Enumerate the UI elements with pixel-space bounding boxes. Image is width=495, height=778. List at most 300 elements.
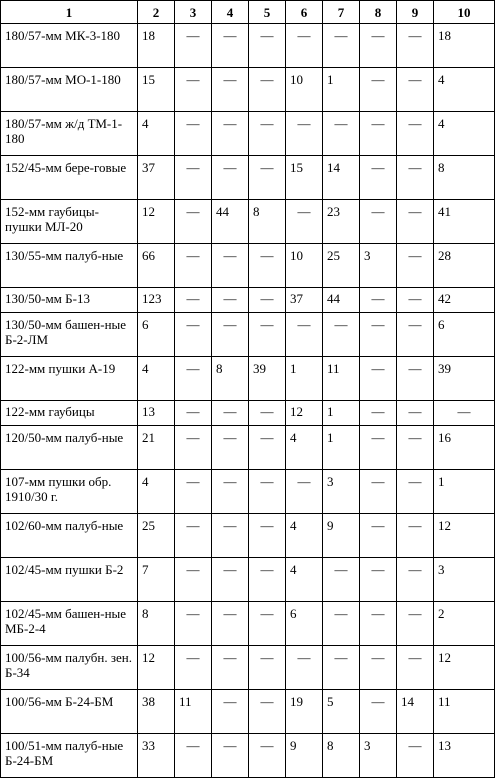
cell-value: — <box>297 28 311 43</box>
cell-value: — <box>408 317 422 332</box>
cell-value: — <box>223 248 237 263</box>
value-cell <box>286 602 323 646</box>
cell-value: 28 <box>438 248 451 263</box>
cell-value: — <box>223 518 237 533</box>
row-label: 100/56-мм палубн. зен. Б-34 <box>5 650 132 680</box>
table-row <box>1 401 495 426</box>
cell-value: — <box>408 404 422 419</box>
cell-value: — <box>334 650 348 665</box>
cell-value: 3 <box>438 562 445 577</box>
cell-value: — <box>260 606 274 621</box>
row-label-cell <box>1 313 138 357</box>
cell-value: — <box>408 518 422 533</box>
value-cell <box>286 426 323 470</box>
value-cell <box>138 313 175 357</box>
row-label-cell <box>1 646 138 690</box>
cell-value: — <box>186 518 200 533</box>
row-label: 102/60-мм палуб-ные <box>5 518 124 533</box>
cell-value: — <box>408 204 422 219</box>
value-cell <box>249 357 286 401</box>
value-cell <box>360 244 397 288</box>
value-cell <box>212 24 249 68</box>
row-label: 120/50-мм палуб-ные <box>5 430 124 445</box>
value-cell <box>286 244 323 288</box>
table-row <box>1 244 495 288</box>
cell-value: 4 <box>142 474 149 489</box>
cell-value: — <box>186 28 200 43</box>
cell-value: — <box>223 72 237 87</box>
cell-value: 19 <box>290 694 303 709</box>
value-cell <box>249 156 286 200</box>
cell-value: — <box>260 317 274 332</box>
value-cell <box>397 244 434 288</box>
value-cell <box>175 401 212 426</box>
cell-value: 8 <box>216 361 223 376</box>
value-cell <box>138 156 175 200</box>
value-cell <box>434 357 495 401</box>
value-cell <box>175 690 212 734</box>
cell-value: — <box>371 694 385 709</box>
cell-value: — <box>223 160 237 175</box>
table-row <box>1 112 495 156</box>
cell-value: — <box>408 28 422 43</box>
value-cell <box>138 357 175 401</box>
cell-value: 13 <box>142 404 155 419</box>
cell-value: 44 <box>327 291 340 306</box>
cell-value: — <box>260 562 274 577</box>
value-cell <box>360 401 397 426</box>
value-cell <box>138 470 175 514</box>
value-cell <box>286 313 323 357</box>
row-label-cell <box>1 470 138 514</box>
cell-value: — <box>223 317 237 332</box>
cell-value: 39 <box>438 361 451 376</box>
value-cell <box>249 68 286 112</box>
cell-value: — <box>186 650 200 665</box>
cell-value: 15 <box>290 160 303 175</box>
value-cell <box>249 734 286 778</box>
value-cell <box>212 313 249 357</box>
value-cell <box>175 470 212 514</box>
cell-value: — <box>408 650 422 665</box>
value-cell <box>434 470 495 514</box>
cell-value: 11 <box>179 694 192 709</box>
value-cell <box>249 313 286 357</box>
cell-value: — <box>186 317 200 332</box>
value-cell <box>434 68 495 112</box>
value-cell <box>434 313 495 357</box>
value-cell <box>175 734 212 778</box>
value-cell <box>212 646 249 690</box>
value-cell <box>138 24 175 68</box>
value-cell <box>212 514 249 558</box>
cell-value: 13 <box>438 738 451 753</box>
cell-value: — <box>334 28 348 43</box>
cell-value: — <box>371 291 385 306</box>
value-cell <box>434 690 495 734</box>
cell-value: — <box>371 606 385 621</box>
cell-value: 4 <box>142 116 149 131</box>
row-label-cell <box>1 200 138 244</box>
cell-value: 3 <box>364 738 371 753</box>
cell-value: — <box>408 248 422 263</box>
value-cell <box>323 288 360 313</box>
value-cell <box>249 244 286 288</box>
value-cell <box>138 734 175 778</box>
value-cell <box>434 646 495 690</box>
cell-value: — <box>186 160 200 175</box>
cell-value: — <box>223 430 237 445</box>
value-cell <box>212 244 249 288</box>
cell-value: 1 <box>327 404 334 419</box>
row-label: 180/57-мм МО-1-180 <box>5 72 121 87</box>
value-cell <box>212 112 249 156</box>
cell-value: 14 <box>401 694 414 709</box>
value-cell <box>397 514 434 558</box>
cell-value: — <box>186 404 200 419</box>
value-cell <box>397 68 434 112</box>
cell-value: 1 <box>327 430 334 445</box>
value-cell <box>434 602 495 646</box>
value-cell <box>434 514 495 558</box>
value-cell <box>323 24 360 68</box>
row-label-cell <box>1 112 138 156</box>
cell-value: — <box>260 116 274 131</box>
value-cell <box>323 112 360 156</box>
value-cell <box>323 156 360 200</box>
cell-value: — <box>186 361 200 376</box>
cell-value: 25 <box>327 248 340 263</box>
cell-value: — <box>186 562 200 577</box>
value-cell <box>360 690 397 734</box>
table-row <box>1 646 495 690</box>
cell-value: — <box>260 694 274 709</box>
cell-value: 23 <box>327 204 340 219</box>
row-label-cell <box>1 244 138 288</box>
value-cell <box>323 734 360 778</box>
cell-value: 3 <box>364 248 371 263</box>
value-cell <box>397 646 434 690</box>
value-cell <box>175 313 212 357</box>
cell-value: 8 <box>438 160 445 175</box>
cell-value: 7 <box>142 562 149 577</box>
value-cell <box>434 558 495 602</box>
value-cell <box>360 514 397 558</box>
value-cell <box>360 602 397 646</box>
value-cell <box>323 470 360 514</box>
value-cell <box>360 734 397 778</box>
value-cell <box>397 401 434 426</box>
value-cell <box>434 156 495 200</box>
cell-value: — <box>260 474 274 489</box>
value-cell <box>175 200 212 244</box>
value-cell <box>286 470 323 514</box>
value-cell <box>397 690 434 734</box>
cell-value: — <box>223 606 237 621</box>
value-cell <box>286 646 323 690</box>
row-label-cell <box>1 558 138 602</box>
cell-value: — <box>186 248 200 263</box>
value-cell <box>360 558 397 602</box>
value-cell <box>360 112 397 156</box>
value-cell <box>249 24 286 68</box>
row-label: 100/51-мм палуб-ные Б-24-БМ <box>5 738 124 768</box>
cell-value: — <box>408 474 422 489</box>
cell-value: — <box>223 404 237 419</box>
value-cell <box>286 156 323 200</box>
row-label: 100/56-мм Б-24-БМ <box>5 694 114 709</box>
value-cell <box>175 426 212 470</box>
cell-value: 3 <box>327 474 334 489</box>
header-cell: 7 <box>323 1 360 24</box>
value-cell <box>323 313 360 357</box>
value-cell <box>212 690 249 734</box>
value-cell <box>249 288 286 313</box>
table-row <box>1 288 495 313</box>
table-row <box>1 156 495 200</box>
cell-value: — <box>260 248 274 263</box>
cell-value: — <box>186 738 200 753</box>
value-cell <box>138 646 175 690</box>
header-cell: 3 <box>175 1 212 24</box>
cell-value: — <box>408 291 422 306</box>
cell-value: — <box>457 404 471 419</box>
table-row <box>1 602 495 646</box>
value-cell <box>249 401 286 426</box>
table-row <box>1 734 495 778</box>
cell-value: 16 <box>438 430 451 445</box>
value-cell <box>212 200 249 244</box>
row-label: 130/55-мм палуб-ные <box>5 248 124 263</box>
cell-value: 10 <box>290 248 303 263</box>
value-cell <box>212 734 249 778</box>
value-cell <box>138 690 175 734</box>
value-cell <box>397 426 434 470</box>
value-cell <box>138 514 175 558</box>
value-cell <box>397 357 434 401</box>
value-cell <box>175 24 212 68</box>
cell-value: — <box>260 72 274 87</box>
cell-value: — <box>260 291 274 306</box>
value-cell <box>397 734 434 778</box>
value-cell <box>434 426 495 470</box>
table-row <box>1 313 495 357</box>
cell-value: 12 <box>142 204 155 219</box>
value-cell <box>434 734 495 778</box>
row-label: 152-мм гаубицы-пушки МЛ-20 <box>5 204 99 234</box>
value-cell <box>286 401 323 426</box>
cell-value: — <box>260 518 274 533</box>
table-row <box>1 558 495 602</box>
row-label-cell <box>1 357 138 401</box>
value-cell <box>323 426 360 470</box>
value-cell <box>360 156 397 200</box>
row-label-cell <box>1 401 138 426</box>
value-cell <box>434 401 495 426</box>
value-cell <box>138 288 175 313</box>
cell-value: 14 <box>327 160 340 175</box>
header-cell: 4 <box>212 1 249 24</box>
cell-value: 8 <box>327 738 334 753</box>
cell-value: — <box>371 317 385 332</box>
value-cell <box>249 646 286 690</box>
value-cell <box>434 288 495 313</box>
cell-value: — <box>408 738 422 753</box>
cell-value: 4 <box>142 361 149 376</box>
value-cell <box>323 514 360 558</box>
cell-value: — <box>371 650 385 665</box>
value-cell <box>397 558 434 602</box>
header-cell: 8 <box>360 1 397 24</box>
cell-value: — <box>408 606 422 621</box>
cell-value: — <box>297 474 311 489</box>
cell-value: — <box>260 650 274 665</box>
row-label-cell <box>1 734 138 778</box>
value-cell <box>138 68 175 112</box>
value-cell <box>175 602 212 646</box>
cell-value: — <box>223 738 237 753</box>
cell-value: — <box>371 72 385 87</box>
cell-value: 12 <box>438 650 451 665</box>
table-row <box>1 68 495 112</box>
value-cell <box>175 646 212 690</box>
value-cell <box>397 470 434 514</box>
table-row <box>1 690 495 734</box>
value-cell <box>397 288 434 313</box>
cell-value: 41 <box>438 204 451 219</box>
cell-value: 9 <box>290 738 297 753</box>
row-label: 107-мм пушки обр. 1910/30 г. <box>5 474 112 504</box>
cell-value: 1 <box>438 474 445 489</box>
cell-value: — <box>186 474 200 489</box>
value-cell <box>249 514 286 558</box>
cell-value: 4 <box>290 562 297 577</box>
value-cell <box>138 112 175 156</box>
cell-value: 9 <box>327 518 334 533</box>
row-label-cell <box>1 24 138 68</box>
value-cell <box>360 288 397 313</box>
cell-value: 4 <box>290 430 297 445</box>
row-label: 102/45-мм пушки Б-2 <box>5 562 124 577</box>
cell-value: 1 <box>327 72 334 87</box>
cell-value: 11 <box>438 694 451 709</box>
cell-value: — <box>260 28 274 43</box>
value-cell <box>360 313 397 357</box>
cell-value: 2 <box>438 606 445 621</box>
cell-value: 37 <box>142 160 155 175</box>
value-cell <box>360 68 397 112</box>
value-cell <box>175 357 212 401</box>
table-row <box>1 357 495 401</box>
cell-value: 6 <box>290 606 297 621</box>
cell-value: — <box>260 430 274 445</box>
cell-value: 4 <box>438 116 445 131</box>
value-cell <box>175 68 212 112</box>
cell-value: — <box>371 562 385 577</box>
value-cell <box>212 426 249 470</box>
value-cell <box>434 112 495 156</box>
value-cell <box>323 200 360 244</box>
value-cell <box>360 200 397 244</box>
value-cell <box>175 156 212 200</box>
header-cell: 6 <box>286 1 323 24</box>
cell-value: — <box>186 72 200 87</box>
value-cell <box>175 244 212 288</box>
cell-value: — <box>260 404 274 419</box>
cell-value: 39 <box>253 361 266 376</box>
cell-value: — <box>223 694 237 709</box>
cell-value: 66 <box>142 248 155 263</box>
value-cell <box>249 426 286 470</box>
value-cell <box>138 200 175 244</box>
value-cell <box>175 288 212 313</box>
cell-value: — <box>408 562 422 577</box>
cell-value: 44 <box>216 204 229 219</box>
value-cell <box>286 734 323 778</box>
table-row <box>1 24 495 68</box>
value-cell <box>397 200 434 244</box>
cell-value: — <box>223 474 237 489</box>
value-cell <box>212 357 249 401</box>
row-label: 152/45-мм бере-говые <box>5 160 127 175</box>
value-cell <box>323 690 360 734</box>
value-cell <box>175 514 212 558</box>
table-row <box>1 200 495 244</box>
value-cell <box>323 244 360 288</box>
value-cell <box>138 244 175 288</box>
value-cell <box>138 558 175 602</box>
value-cell <box>360 24 397 68</box>
value-cell <box>249 470 286 514</box>
value-cell <box>212 288 249 313</box>
value-cell <box>434 24 495 68</box>
header-cell: 5 <box>249 1 286 24</box>
value-cell <box>249 200 286 244</box>
cell-value: — <box>223 650 237 665</box>
row-label: 130/50-мм башен-ные Б-2-ЛМ <box>5 317 127 347</box>
value-cell <box>286 288 323 313</box>
value-cell <box>286 690 323 734</box>
row-label: 180/57-мм ж/д ТМ-1-180 <box>5 116 123 146</box>
value-cell <box>286 112 323 156</box>
value-cell <box>249 112 286 156</box>
table-row <box>1 426 495 470</box>
cell-value: 5 <box>327 694 334 709</box>
value-cell <box>323 558 360 602</box>
value-cell <box>434 200 495 244</box>
header-cell: 1 <box>1 1 138 24</box>
cell-value: — <box>371 204 385 219</box>
value-cell <box>249 690 286 734</box>
cell-value: 37 <box>290 291 303 306</box>
header-cell: 9 <box>397 1 434 24</box>
cell-value: — <box>297 650 311 665</box>
cell-value: — <box>223 562 237 577</box>
cell-value: — <box>260 738 274 753</box>
cell-value: — <box>371 361 385 376</box>
cell-value: 8 <box>142 606 149 621</box>
cell-value: 1 <box>290 361 297 376</box>
value-cell <box>286 558 323 602</box>
table-row <box>1 514 495 558</box>
value-cell <box>212 470 249 514</box>
cell-value: 11 <box>327 361 340 376</box>
value-cell <box>138 401 175 426</box>
row-label: 130/50-мм Б-13 <box>5 291 90 306</box>
row-label-cell <box>1 690 138 734</box>
value-cell <box>397 156 434 200</box>
cell-value: — <box>297 204 311 219</box>
